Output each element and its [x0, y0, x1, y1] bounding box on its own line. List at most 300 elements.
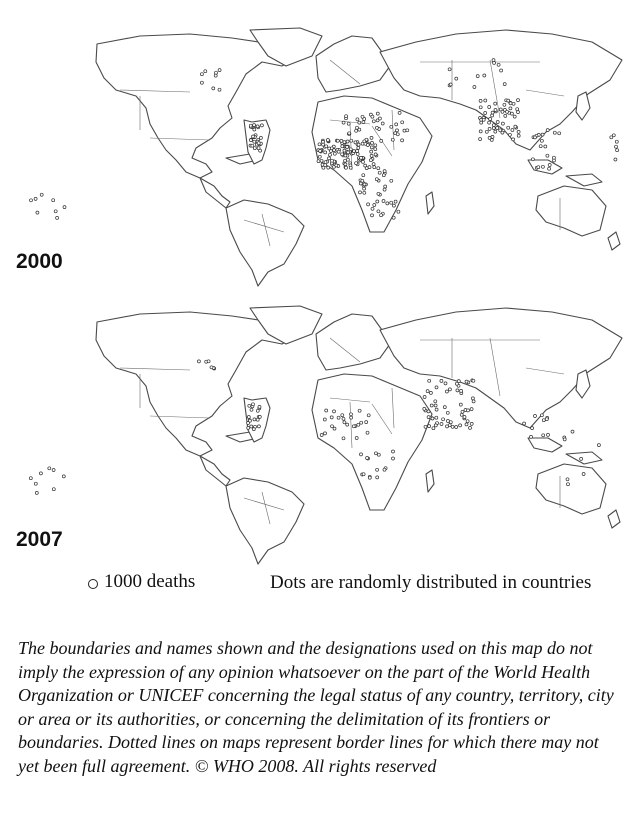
death-dot	[440, 423, 443, 426]
death-dot	[342, 437, 345, 440]
death-dot	[494, 109, 497, 112]
death-dot	[349, 166, 352, 169]
death-dot	[615, 140, 618, 143]
death-dot	[459, 403, 462, 406]
death-dot	[501, 131, 504, 134]
death-dot	[253, 124, 256, 127]
death-dot	[479, 106, 482, 109]
death-dot	[467, 409, 470, 412]
death-dot	[440, 379, 443, 382]
death-dot	[540, 139, 543, 142]
death-dot	[534, 136, 537, 139]
death-dot	[34, 482, 37, 485]
death-dot	[392, 204, 395, 207]
death-dot	[40, 193, 43, 196]
death-dot	[200, 73, 203, 76]
death-dot	[356, 150, 359, 153]
death-dot	[369, 159, 372, 162]
death-dot	[347, 122, 350, 125]
death-dot	[448, 68, 451, 71]
death-dot	[350, 416, 353, 419]
death-dot	[403, 129, 406, 132]
death-dot	[383, 468, 386, 471]
death-dot	[567, 483, 570, 486]
death-dot	[423, 407, 426, 410]
death-dot	[391, 138, 394, 141]
death-dot	[491, 135, 494, 138]
death-dot	[343, 149, 346, 152]
death-dot	[396, 129, 399, 132]
death-dot	[434, 424, 437, 427]
death-dot	[250, 425, 253, 428]
death-dot	[36, 211, 39, 214]
death-dot	[371, 115, 374, 118]
death-dot	[52, 199, 55, 202]
death-dot	[489, 118, 492, 121]
death-dot	[552, 156, 555, 159]
death-dot	[329, 153, 332, 156]
death-dot	[390, 125, 393, 128]
death-dot	[343, 421, 346, 424]
death-dot	[392, 457, 395, 460]
death-dot	[260, 124, 263, 127]
death-dot	[257, 147, 260, 150]
death-dot	[336, 139, 339, 142]
death-dot	[324, 432, 327, 435]
death-dot	[365, 167, 368, 170]
death-dot	[512, 138, 515, 141]
death-dot	[352, 425, 355, 428]
death-dot	[488, 106, 491, 109]
death-dot	[319, 149, 322, 152]
death-dot	[355, 437, 358, 440]
death-dot	[252, 428, 255, 431]
death-dot	[376, 112, 379, 115]
death-dot	[324, 164, 327, 167]
death-dot	[457, 380, 460, 383]
death-dot	[509, 107, 512, 110]
death-dot	[380, 214, 383, 217]
death-dot	[488, 127, 491, 130]
death-dot	[384, 185, 387, 188]
death-dot	[494, 102, 497, 105]
death-dot	[341, 145, 344, 148]
year-label-2007: 2007	[16, 528, 63, 551]
death-dot	[363, 191, 366, 194]
death-dot	[247, 416, 250, 419]
death-dot	[325, 145, 328, 148]
legend-symbol-label: 1000 deaths	[104, 571, 196, 592]
death-dot	[386, 202, 389, 205]
death-dot	[214, 74, 217, 77]
death-dot	[368, 476, 371, 479]
death-dot	[542, 419, 545, 422]
death-dot	[360, 421, 363, 424]
death-dot	[360, 453, 363, 456]
death-dot	[200, 81, 203, 84]
death-dot	[479, 99, 482, 102]
death-dot	[357, 423, 360, 426]
death-dot	[539, 145, 542, 148]
death-dot	[432, 427, 435, 430]
death-dot	[35, 491, 38, 494]
death-dot	[330, 416, 333, 419]
death-dot	[317, 160, 320, 163]
death-dot	[497, 63, 500, 66]
death-dot	[460, 389, 463, 392]
death-dot	[353, 150, 356, 153]
death-dot	[374, 144, 377, 147]
death-dot	[428, 379, 431, 382]
death-dot	[350, 139, 353, 142]
death-dot	[463, 416, 466, 419]
death-dot	[490, 138, 493, 141]
death-dot	[470, 408, 473, 411]
death-dot	[362, 174, 365, 177]
death-dot	[558, 132, 561, 135]
death-dot	[376, 468, 379, 471]
death-dot	[517, 130, 520, 133]
death-dot	[614, 158, 617, 161]
death-dot	[333, 427, 336, 430]
death-dot	[335, 164, 338, 167]
death-dot	[383, 188, 386, 191]
death-dot	[540, 414, 543, 417]
death-dot	[401, 121, 404, 124]
death-dot	[472, 400, 475, 403]
death-dot	[376, 476, 379, 479]
death-dot	[250, 408, 253, 411]
death-dot	[382, 174, 385, 177]
death-dot	[531, 158, 534, 161]
death-dot	[395, 123, 398, 126]
death-dot	[362, 121, 365, 124]
death-dot	[510, 112, 513, 115]
death-dot	[428, 425, 431, 428]
death-dot	[616, 149, 619, 152]
death-dot	[501, 122, 504, 125]
death-dot	[534, 415, 537, 418]
death-dot	[362, 160, 365, 163]
death-dot	[52, 488, 55, 491]
death-dot	[361, 179, 364, 182]
death-dot	[256, 125, 259, 128]
death-dot	[503, 103, 506, 106]
death-dot	[253, 140, 256, 143]
death-dot	[345, 166, 348, 169]
death-dot	[373, 166, 376, 169]
death-dot	[537, 166, 540, 169]
death-dot	[377, 192, 380, 195]
disclaimer-text: The boundaries and names shown and the designations used on this map do not imply the expression of any opinion whatsoever on the part of the World Health Organization or UNICEF concerning the legal status of any country, territory, city or area or its authorities, or concerning the delimitation of its frontiers or boundaries. Dotted lines on maps represent border lines for which there may not yet been full agreement. © WHO 2008. All rights reserved	[18, 638, 614, 776]
death-dot	[523, 422, 526, 425]
death-dot	[517, 99, 520, 102]
death-dot	[212, 87, 215, 90]
death-dot	[48, 467, 51, 470]
death-dot	[530, 435, 533, 438]
death-dot	[323, 418, 326, 421]
death-dot	[320, 434, 323, 437]
death-dot	[547, 433, 550, 436]
death-dot	[374, 148, 377, 151]
death-dot	[484, 112, 487, 115]
death-dot	[496, 127, 499, 130]
death-dot	[456, 389, 459, 392]
death-dot	[479, 138, 482, 141]
death-dot	[259, 136, 262, 139]
year-label-2000: 2000	[16, 250, 63, 273]
death-dot	[491, 114, 494, 117]
death-dot	[553, 131, 556, 134]
death-dot	[392, 216, 395, 219]
death-dot	[482, 118, 485, 121]
death-dot	[331, 425, 334, 428]
death-dot	[378, 117, 381, 120]
death-dot	[381, 122, 384, 125]
death-dot	[446, 411, 449, 414]
death-dot	[382, 200, 385, 203]
death-dot	[476, 75, 479, 78]
death-dot	[257, 425, 260, 428]
death-dot	[448, 388, 451, 391]
death-dot	[380, 139, 383, 142]
death-dot	[442, 418, 445, 421]
death-dot	[372, 120, 375, 123]
death-dot	[394, 200, 397, 203]
death-dot	[249, 124, 252, 127]
death-dot	[483, 74, 486, 77]
death-dot	[484, 99, 487, 102]
death-dot	[346, 158, 349, 161]
death-dot	[434, 404, 437, 407]
death-dot	[427, 410, 430, 413]
death-dot	[355, 162, 358, 165]
death-dot	[346, 423, 349, 426]
death-dot	[215, 71, 218, 74]
death-dot	[473, 86, 476, 89]
death-dot	[449, 83, 452, 86]
death-dot	[424, 425, 427, 428]
death-dot	[508, 133, 511, 136]
death-dot	[328, 157, 331, 160]
death-dot	[513, 115, 516, 118]
death-dot	[375, 178, 378, 181]
death-dot	[346, 146, 349, 149]
death-dot	[449, 421, 452, 424]
death-dot	[485, 130, 488, 133]
death-dot	[506, 110, 509, 113]
death-dot	[504, 114, 507, 117]
death-dot	[563, 438, 566, 441]
death-dot	[362, 473, 365, 476]
death-dot	[331, 159, 334, 162]
death-dot	[435, 386, 438, 389]
death-dot	[377, 210, 380, 213]
death-dot	[492, 59, 495, 62]
death-dot	[541, 133, 544, 136]
death-dot	[542, 434, 545, 437]
death-dot	[566, 478, 569, 481]
death-dot	[509, 102, 512, 105]
death-dot	[446, 425, 449, 428]
death-dot	[455, 77, 458, 80]
death-dot	[491, 111, 494, 114]
death-dot	[204, 70, 207, 73]
death-dot	[435, 408, 438, 411]
death-dot	[429, 391, 432, 394]
death-dot	[427, 416, 430, 419]
death-dot	[541, 165, 544, 168]
death-dot	[52, 469, 55, 472]
death-dot	[218, 69, 221, 72]
death-dot	[210, 366, 213, 369]
death-dot	[470, 422, 473, 425]
death-dot	[34, 197, 37, 200]
death-dot	[500, 69, 503, 72]
death-dot	[371, 214, 374, 217]
death-dot	[371, 141, 374, 144]
death-dot	[378, 171, 381, 174]
death-dot	[444, 382, 447, 385]
death-dot	[435, 416, 438, 419]
death-dot	[383, 170, 386, 173]
death-dot	[348, 132, 351, 135]
death-dot	[460, 413, 463, 416]
death-dot	[511, 129, 514, 132]
death-dot	[390, 179, 393, 182]
death-dot	[324, 151, 327, 154]
death-dot	[397, 210, 400, 213]
death-dot	[374, 452, 377, 455]
death-dot	[365, 421, 368, 424]
death-dot	[426, 390, 429, 393]
death-dot	[514, 125, 517, 128]
death-dot	[197, 360, 200, 363]
death-dot	[327, 166, 330, 169]
death-dot	[337, 416, 340, 419]
death-dot	[356, 153, 359, 156]
death-dot	[359, 191, 362, 194]
death-dot	[54, 210, 57, 213]
death-dot	[252, 403, 255, 406]
death-dot	[406, 129, 409, 132]
death-dot	[325, 409, 328, 412]
death-dot	[517, 111, 520, 114]
death-dot	[398, 111, 401, 114]
death-dot	[472, 379, 475, 382]
death-dot	[423, 396, 426, 399]
death-dot	[465, 423, 468, 426]
death-dot	[30, 199, 33, 202]
death-dot	[360, 156, 363, 159]
death-dot	[350, 413, 353, 416]
death-dot	[431, 417, 434, 420]
death-dot	[377, 453, 380, 456]
death-dot	[342, 121, 345, 124]
death-dot	[459, 424, 462, 427]
death-dot	[446, 420, 449, 423]
death-dot	[345, 115, 348, 118]
death-dot	[445, 390, 448, 393]
death-dot	[546, 129, 549, 132]
death-dot	[376, 200, 379, 203]
death-dot	[374, 153, 377, 156]
death-dot	[357, 146, 360, 149]
death-dot	[328, 147, 331, 150]
death-dot	[496, 121, 499, 124]
death-dot	[507, 99, 510, 102]
death-dot	[363, 183, 366, 186]
death-dot	[253, 147, 256, 150]
death-dot	[582, 473, 585, 476]
death-dot	[371, 207, 374, 210]
death-dot	[488, 121, 491, 124]
death-dot	[580, 457, 583, 460]
death-dot	[375, 126, 378, 129]
death-dot	[248, 404, 251, 407]
death-dot	[443, 406, 446, 409]
death-dot	[366, 144, 369, 147]
death-dot	[370, 146, 373, 149]
death-dot	[39, 472, 42, 475]
death-dot	[479, 130, 482, 133]
death-dot	[455, 426, 458, 429]
death-dot	[548, 164, 551, 167]
death-dot	[356, 126, 359, 129]
death-dot	[392, 450, 395, 453]
death-dot	[63, 206, 66, 209]
death-dot	[324, 161, 327, 164]
death-dot	[465, 380, 468, 383]
death-dot	[257, 142, 260, 145]
death-dot	[366, 457, 369, 460]
death-dot	[401, 139, 404, 142]
death-dot	[344, 154, 347, 157]
death-dot	[342, 417, 345, 420]
death-dot	[218, 88, 221, 91]
death-dot	[253, 418, 256, 421]
death-dot	[466, 420, 469, 423]
death-dot	[370, 150, 373, 153]
death-dot	[247, 422, 250, 425]
death-dot	[252, 135, 255, 138]
death-dot	[370, 136, 373, 139]
death-dot	[207, 360, 210, 363]
death-dot	[333, 410, 336, 413]
death-dot	[258, 405, 261, 408]
death-dot	[366, 431, 369, 434]
death-dot	[451, 425, 454, 428]
death-dot	[337, 150, 340, 153]
death-dot	[320, 159, 323, 162]
death-dot	[251, 144, 254, 147]
death-dot	[610, 136, 613, 139]
death-dot	[361, 115, 364, 118]
death-dot	[318, 155, 321, 158]
hollow-circle-icon	[88, 579, 98, 589]
death-dot	[358, 409, 361, 412]
death-dot	[363, 140, 366, 143]
death-dot	[333, 149, 336, 152]
death-dot	[356, 118, 359, 121]
death-dot	[480, 121, 483, 124]
death-dot	[358, 121, 361, 124]
death-dot	[492, 127, 495, 130]
death-dot	[516, 108, 519, 111]
death-dot	[494, 130, 497, 133]
death-dot	[249, 139, 252, 142]
death-dot	[367, 414, 370, 417]
